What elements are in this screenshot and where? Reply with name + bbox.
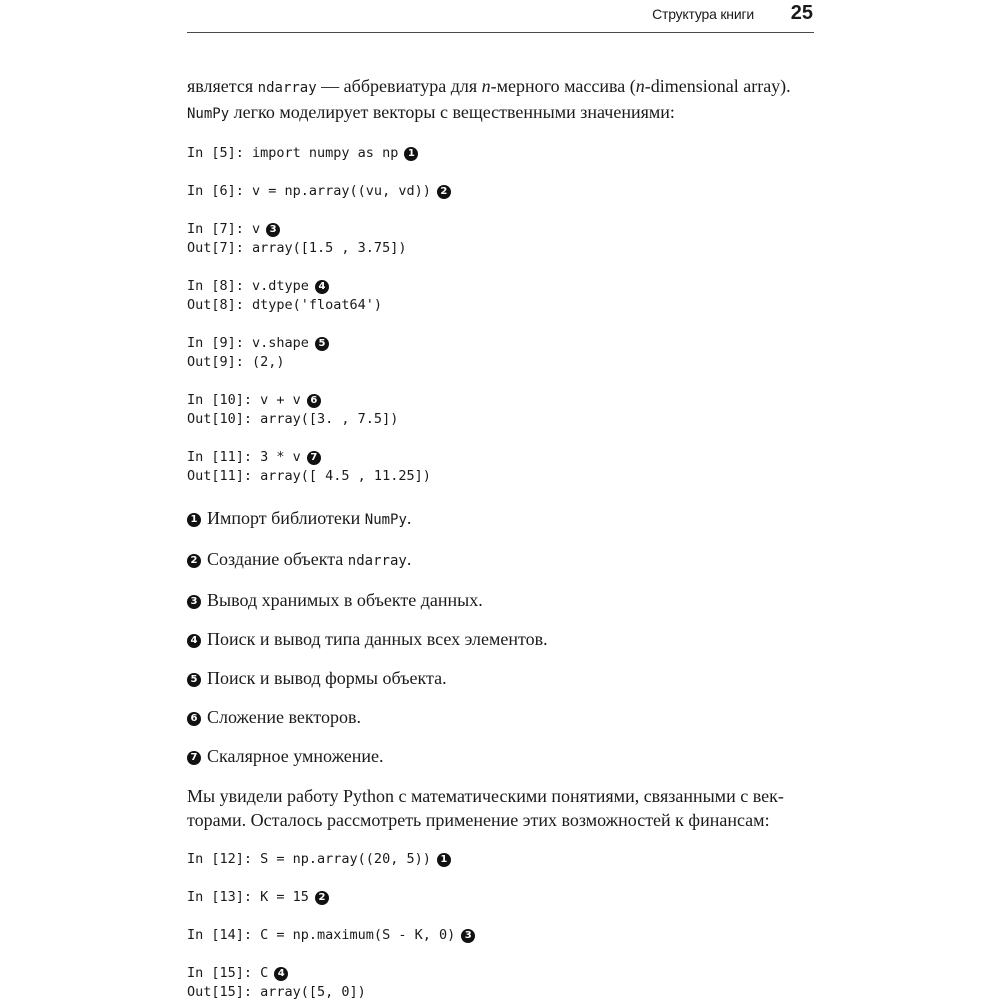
code-output-line: Out[8]: dtype('float64') (187, 297, 383, 313)
code-input-text: In [10]: v + v (187, 392, 301, 408)
note-text: Скалярное умножение. (207, 746, 384, 766)
callout-note (187, 506, 817, 532)
note-text: Сложение векторов. (207, 707, 362, 727)
callout-marker: 2 (437, 185, 451, 199)
code-cell (187, 220, 817, 258)
code-cell (187, 448, 817, 486)
code-input-text: In [8]: v.dtype (187, 278, 309, 294)
intro-text: является (187, 76, 258, 96)
callout-marker: 7 (307, 451, 321, 465)
intro-paragraph (187, 74, 817, 126)
callout-marker: 3 (187, 595, 201, 609)
note-text: Поиск и вывод формы объекта. (207, 668, 447, 688)
running-header (187, 0, 814, 33)
note-inline-code: NumPy (364, 512, 407, 528)
note-text: Поиск и вывод типа данных всех элементов. (207, 629, 548, 649)
code-cell (187, 391, 817, 429)
callout-marker: 2 (187, 554, 201, 568)
code-cell (187, 888, 817, 907)
code-input-text: In [13]: K = 15 (187, 889, 309, 905)
code-input-text: In [5]: import numpy as np (187, 145, 399, 161)
inline-code-ndarray: ndarray (257, 80, 317, 96)
note-text: Создание объекта (207, 549, 348, 569)
code-input-text: In [12]: S = np.array((20, 5)) (187, 851, 431, 867)
callout-note (187, 627, 817, 651)
code-input-line (187, 850, 817, 869)
code-cell (187, 182, 817, 201)
inline-code-numpy: NumPy (187, 106, 230, 122)
code-listing-2 (187, 850, 817, 1002)
intro-text: -мерного массива ( (490, 76, 636, 96)
finance-paragraph (187, 784, 817, 832)
code-input-text: In [9]: v.shape (187, 335, 309, 351)
note-text: Импорт библиотеки (207, 508, 365, 528)
paragraph-line: Мы увидели работу Python с математическими понятиями, связанными с век- (187, 786, 784, 806)
note-text: . (406, 508, 412, 528)
intro-text: -dimensional array). (644, 76, 791, 96)
callout-marker: 5 (315, 337, 329, 351)
page-body (187, 74, 817, 1002)
page-number: 25 (790, 2, 813, 24)
code-cell (187, 334, 817, 372)
code-input-line (187, 964, 817, 983)
callout-marker: 1 (187, 513, 201, 527)
callout-marker: 6 (187, 712, 201, 726)
callout-marker: 3 (461, 929, 475, 943)
code-input-line (187, 182, 817, 201)
code-input-text: In [15]: C (187, 965, 269, 981)
code-input-line (187, 144, 817, 163)
code-cell (187, 277, 817, 315)
callout-marker: 7 (187, 751, 201, 765)
code-input-line (187, 926, 817, 945)
code-input-text: In [7]: v (187, 221, 261, 237)
paragraph-line: торами. Осталось рассмотреть применение этих возможностей к финансам: (187, 810, 770, 830)
code-output-line: Out[7]: array([1.5 , 3.75]) (187, 240, 407, 256)
code-input-line (187, 277, 817, 296)
callout-marker: 5 (187, 673, 201, 687)
code-input-text: In [11]: 3 * v (187, 449, 301, 465)
running-header-title: Структура книги (652, 6, 754, 22)
callout-marker: 1 (404, 147, 418, 161)
callout-note (187, 744, 817, 768)
note-text: Вывод хранимых в объекте данных. (207, 590, 483, 610)
intro-text: — аббревиатура для (316, 76, 482, 96)
callout-marker: 4 (187, 634, 201, 648)
callout-note (187, 666, 817, 690)
code-output-line: Out[15]: array([5, 0]) (187, 984, 366, 1000)
intro-italic-n: n (635, 76, 645, 96)
note-inline-code: ndarray (347, 553, 407, 569)
code-input-line (187, 334, 817, 353)
callout-marker: 1 (437, 853, 451, 867)
code-cell (187, 850, 817, 869)
code-input-text: In [14]: C = np.maximum(S - K, 0) (187, 927, 456, 943)
intro-text: легко моделирует векторы с вещественными значениями: (229, 102, 675, 122)
code-input-line (187, 888, 817, 907)
note-text: . (406, 549, 412, 569)
callout-note (187, 588, 817, 612)
callout-notes (187, 506, 817, 768)
code-listing-1 (187, 144, 817, 486)
callout-marker: 6 (307, 394, 321, 408)
callout-marker: 4 (274, 967, 288, 981)
callout-marker: 4 (315, 280, 329, 294)
callout-marker: 2 (315, 891, 329, 905)
code-output-line: Out[11]: array([ 4.5 , 11.25]) (187, 468, 431, 484)
code-input-line (187, 391, 817, 410)
code-cell (187, 144, 817, 163)
callout-note (187, 547, 817, 573)
code-output-line: Out[10]: array([3. , 7.5]) (187, 411, 399, 427)
code-cell (187, 926, 817, 945)
code-output-line: Out[9]: (2,) (187, 354, 285, 370)
code-input-text: In [6]: v = np.array((vu, vd)) (187, 183, 431, 199)
intro-italic-n: n (481, 76, 491, 96)
callout-note (187, 705, 817, 729)
code-cell (187, 964, 817, 1002)
callout-marker: 3 (266, 223, 280, 237)
code-input-line (187, 448, 817, 467)
code-input-line (187, 220, 817, 239)
